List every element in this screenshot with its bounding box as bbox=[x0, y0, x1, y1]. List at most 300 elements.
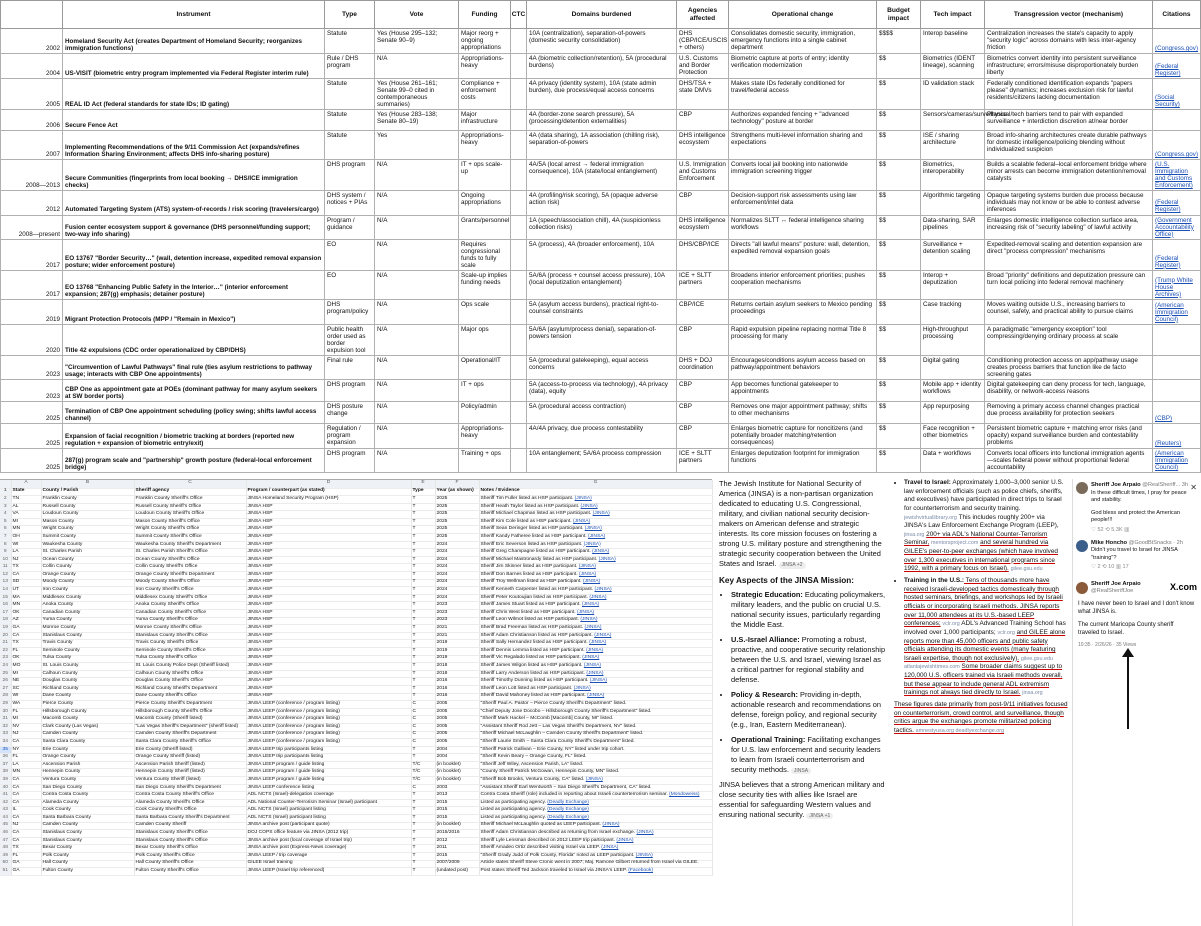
source-chip[interactable]: JINSA bbox=[791, 768, 811, 775]
source-link[interactable]: jinsa.org bbox=[1022, 690, 1043, 697]
spreadsheet-cell[interactable]: T bbox=[411, 830, 435, 838]
spreadsheet-cell[interactable]: (in booklet) bbox=[435, 822, 479, 830]
spreadsheet-cell[interactable]: Middlesex County Sheriff's Office bbox=[134, 594, 246, 602]
spreadsheet-cell[interactable]: Sheriff Don Barnes listed as HSP participant. (JINSA) bbox=[479, 572, 712, 580]
spreadsheet-cell[interactable]: NY bbox=[11, 746, 41, 754]
spreadsheet-cell[interactable]: AL bbox=[11, 503, 41, 511]
spreadsheet-cell[interactable]: 2021 bbox=[435, 632, 479, 640]
spreadsheet-cell[interactable]: 2005 bbox=[435, 701, 479, 709]
citation-link[interactable]: (Federal Register) bbox=[1153, 54, 1201, 79]
spreadsheet-cell[interactable]: Richland County Sheriff's Department bbox=[134, 685, 246, 693]
spreadsheet-cell[interactable]: Sheriff Kandy Fatheree listed as HSP participant. (JINSA) bbox=[479, 534, 712, 542]
citation-link[interactable]: (American Immigration Council) bbox=[1153, 449, 1201, 473]
citation-link[interactable] bbox=[1153, 324, 1201, 355]
spreadsheet-cell[interactable]: 2024 bbox=[435, 579, 479, 587]
spreadsheet-cell[interactable]: T bbox=[411, 503, 435, 511]
spreadsheet-row[interactable] bbox=[0, 556, 712, 564]
spreadsheet-cell[interactable]: C bbox=[411, 723, 435, 731]
evidence-link[interactable]: (Deadly Exchange) bbox=[547, 814, 589, 820]
spreadsheet-cell[interactable]: Summit County Sheriff's Office bbox=[134, 534, 246, 542]
spreadsheet-cell[interactable]: Monroe County bbox=[41, 625, 134, 633]
citation-link[interactable]: (U.S. Immigration and Customs Enforcement) bbox=[1153, 160, 1201, 191]
row-number[interactable]: 2 bbox=[0, 496, 11, 504]
row-number[interactable]: 3 bbox=[0, 503, 11, 511]
spreadsheet-cell[interactable]: Sheriff Michael Mastronardy listed as HSP participant. (JINSA) bbox=[479, 556, 712, 564]
spreadsheet-row[interactable] bbox=[0, 503, 712, 511]
spreadsheet-cell[interactable]: Sheriff Adam Christianson described as returning from Israel exchange. (JINSA) bbox=[479, 830, 712, 838]
spreadsheet-cell[interactable]: ADL NCTS (Israel) participant listing bbox=[246, 807, 411, 815]
row-number[interactable]: 28 bbox=[0, 693, 11, 701]
spreadsheet-cell[interactable]: Sheriff agency bbox=[134, 488, 246, 496]
spreadsheet-cell[interactable]: T bbox=[411, 594, 435, 602]
row-number[interactable]: 40 bbox=[0, 784, 11, 792]
spreadsheet-cell[interactable]: T bbox=[411, 685, 435, 693]
spreadsheet-cell[interactable]: JINSA HSP bbox=[246, 534, 411, 542]
spreadsheet-cell[interactable]: MI bbox=[11, 670, 41, 678]
spreadsheet-cell[interactable]: Sheriff Leon Wilmot listed as HSP participant. (JINSA) bbox=[479, 617, 712, 625]
spreadsheet-cell[interactable]: Hillsborough County bbox=[41, 708, 134, 716]
row-number[interactable]: 13 bbox=[0, 579, 11, 587]
spreadsheet-cell[interactable]: "Sheriff Jeff Wiley, Ascension Parish, LA" listed. bbox=[479, 761, 712, 769]
spreadsheet-cell[interactable]: CA bbox=[11, 830, 41, 838]
spreadsheet-cell[interactable]: Anoka County Sheriff's Office bbox=[134, 602, 246, 610]
spreadsheet-cell[interactable]: C bbox=[411, 784, 435, 792]
spreadsheet-cell[interactable]: Camden County bbox=[41, 731, 134, 739]
row-number[interactable]: 48 bbox=[0, 845, 11, 853]
spreadsheet-cell[interactable]: 2003 bbox=[435, 784, 479, 792]
spreadsheet-cell[interactable]: JINSA HSP bbox=[246, 647, 411, 655]
spreadsheet-cell[interactable]: "County Sheriff Patrick McGowan, Hennepin County, MN" listed. bbox=[479, 769, 712, 777]
row-number[interactable]: 5 bbox=[0, 518, 11, 526]
spreadsheet-cell[interactable]: Camden County bbox=[41, 822, 134, 830]
spreadsheet-cell[interactable]: 2015 bbox=[435, 807, 479, 815]
spreadsheet-row[interactable] bbox=[0, 663, 712, 671]
spreadsheet-cell[interactable]: St. Charles Parish Sheriff's Office bbox=[134, 549, 246, 557]
spreadsheet-cell[interactable]: Hennepin County bbox=[41, 769, 134, 777]
spreadsheet-cell[interactable]: Canadian County Sheriff's Office bbox=[134, 610, 246, 618]
citation-link[interactable]: (Federal Register) bbox=[1153, 239, 1201, 270]
column-letter[interactable]: D bbox=[246, 480, 411, 488]
spreadsheet-row[interactable] bbox=[0, 534, 712, 542]
spreadsheet-cell[interactable]: JINSA HSP bbox=[246, 579, 411, 587]
spreadsheet-cell[interactable]: (in booklet) bbox=[435, 761, 479, 769]
spreadsheet-cell[interactable]: 2021 bbox=[435, 625, 479, 633]
spreadsheet-cell[interactable]: T bbox=[411, 860, 435, 868]
row-number[interactable]: 17 bbox=[0, 610, 11, 618]
spreadsheet-cell[interactable]: JINSA HSP bbox=[246, 572, 411, 580]
spreadsheet-cell[interactable]: Type bbox=[411, 488, 435, 496]
evidence-link[interactable]: (JINSA) bbox=[635, 852, 653, 858]
evidence-link[interactable]: (JINSA) bbox=[583, 663, 602, 668]
spreadsheet-cell[interactable]: C bbox=[411, 708, 435, 716]
spreadsheet-cell[interactable]: T bbox=[411, 526, 435, 534]
spreadsheet-cell[interactable]: 2025 bbox=[435, 534, 479, 542]
spreadsheet-cell[interactable]: Stanislaus County bbox=[41, 830, 134, 838]
spreadsheet-cell[interactable]: "Chief Deputy Jose Docobo – Hillsborough County Sheriff's Department" listed. bbox=[479, 708, 712, 716]
spreadsheet-row[interactable] bbox=[0, 693, 712, 701]
spreadsheet-cell[interactable]: Ventura County bbox=[41, 777, 134, 785]
spreadsheet-cell[interactable]: JINSA HSP bbox=[246, 610, 411, 618]
column-letter[interactable]: G bbox=[479, 480, 712, 488]
spreadsheet-cell[interactable]: TX bbox=[11, 640, 41, 648]
spreadsheet-cell[interactable]: JINSA LEEP / trip coverage bbox=[246, 853, 411, 861]
spreadsheet-cell[interactable]: JINSA LEEP program / guide listing bbox=[246, 761, 411, 769]
spreadsheet-cell[interactable]: Notes / Evidence bbox=[479, 488, 712, 496]
spreadsheet-cell[interactable]: CA bbox=[11, 632, 41, 640]
citation-link[interactable] bbox=[1153, 356, 1201, 380]
evidence-link[interactable]: (JINSA) bbox=[583, 541, 601, 547]
spreadsheet-cell[interactable]: T bbox=[411, 655, 435, 663]
spreadsheet-row[interactable] bbox=[0, 602, 712, 610]
spreadsheet-cell[interactable]: CA bbox=[11, 815, 41, 823]
spreadsheet-cell[interactable]: Erie County bbox=[41, 746, 134, 754]
spreadsheet-cell[interactable]: Article states Sheriff Steve Cronic went in 2007; Maj. Ramone Gilbert returned from Israel via GILEE. bbox=[479, 860, 712, 868]
spreadsheet-cell[interactable]: "Sheriff Michael McLaughlin – Camden County Sheriff's Department" listed. bbox=[479, 731, 712, 739]
spreadsheet-cell[interactable]: 2012 bbox=[435, 837, 479, 845]
spreadsheet-cell[interactable]: Ascension Parish Sheriff (listed) bbox=[134, 761, 246, 769]
spreadsheet-row[interactable] bbox=[0, 739, 712, 747]
spreadsheet-cell[interactable]: T bbox=[411, 602, 435, 610]
spreadsheet-cell[interactable]: JINSA Homeland Security Program (HSP) bbox=[246, 496, 411, 504]
spreadsheet-cell[interactable]: County / Parish bbox=[41, 488, 134, 496]
spreadsheet-cell[interactable]: 2011 bbox=[435, 845, 479, 853]
spreadsheet-cell[interactable]: Pierce County bbox=[41, 701, 134, 709]
spreadsheet-cell[interactable]: FL bbox=[11, 647, 41, 655]
citation-link[interactable]: (Congress.gov) bbox=[1153, 29, 1201, 54]
row-number[interactable]: 44 bbox=[0, 815, 11, 823]
source-link[interactable]: vclr.org bbox=[997, 629, 1015, 636]
spreadsheet-cell[interactable]: Sheriff Dennis Lemma listed as HSP participant. (JINSA) bbox=[479, 647, 712, 655]
spreadsheet-cell[interactable]: 2025 bbox=[435, 496, 479, 504]
spreadsheet-cell[interactable]: Sheriff David Mahoney listed as HSP participant. (JINSA) bbox=[479, 693, 712, 701]
spreadsheet-cell[interactable]: JINSA archive post (local coverage of Israel trip) bbox=[246, 837, 411, 845]
row-number[interactable]: 16 bbox=[0, 602, 11, 610]
spreadsheet-cell[interactable]: NJ bbox=[11, 731, 41, 739]
spreadsheet-cell[interactable]: T bbox=[411, 564, 435, 572]
spreadsheet-cell[interactable]: Sheriff Timothy Dunning listed as HSP participant. (JINSA) bbox=[479, 678, 712, 686]
evidence-link[interactable]: (JINSA) bbox=[598, 556, 616, 562]
spreadsheet-cell[interactable]: 2015 bbox=[435, 815, 479, 823]
spreadsheet-cell[interactable]: (in booklet) bbox=[435, 769, 479, 777]
source-link[interactable]: jinsa.org bbox=[904, 531, 925, 538]
spreadsheet-cell[interactable]: Sheriff Troy Wellman listed as HSP participant. (JINSA) bbox=[479, 579, 712, 587]
spreadsheet-cell[interactable]: NJ bbox=[11, 556, 41, 564]
spreadsheet-row[interactable] bbox=[0, 640, 712, 648]
spreadsheet-cell[interactable]: Russell County Sheriff's Office bbox=[134, 503, 246, 511]
spreadsheet-cell[interactable]: Stanislaus County Sheriff's Office bbox=[134, 837, 246, 845]
spreadsheet-cell[interactable]: CA bbox=[11, 837, 41, 845]
spreadsheet-cell[interactable]: IL bbox=[11, 807, 41, 815]
citation-link[interactable]: (Congress.gov) bbox=[1153, 131, 1201, 160]
spreadsheet-cell[interactable]: "Sheriff Patrick Gallivan – Erie County, NY" listed under trip cohort. bbox=[479, 746, 712, 754]
spreadsheet-cell[interactable]: 2025 bbox=[435, 526, 479, 534]
spreadsheet-row[interactable] bbox=[0, 549, 712, 557]
spreadsheet-cell[interactable]: St. Charles Parish bbox=[41, 549, 134, 557]
spreadsheet-cell[interactable]: "Sheriff Laurie Smith – Santa Clara County Sheriff's Department" listed. bbox=[479, 739, 712, 747]
spreadsheet-cell[interactable]: TX bbox=[11, 564, 41, 572]
spreadsheet-cell[interactable]: T bbox=[411, 518, 435, 526]
row-number[interactable]: 37 bbox=[0, 761, 11, 769]
spreadsheet-cell[interactable]: JINSA HSP bbox=[246, 655, 411, 663]
row-number[interactable]: 8 bbox=[0, 541, 11, 549]
spreadsheet-cell[interactable]: 2005 bbox=[435, 723, 479, 731]
source-link[interactable]: vclr.org bbox=[942, 621, 960, 628]
spreadsheet-cell[interactable]: JINSA LEEP trip participants listing bbox=[246, 746, 411, 754]
spreadsheet-cell[interactable]: 2016 bbox=[435, 685, 479, 693]
spreadsheet-cell[interactable]: 2019 bbox=[435, 640, 479, 648]
evidence-link[interactable]: (JINSA) bbox=[592, 549, 610, 555]
spreadsheet-cell[interactable]: Sheriff Kim Cole listed as HSP participant. (JINSA) bbox=[479, 518, 712, 526]
spreadsheet-cell[interactable]: OK bbox=[11, 655, 41, 663]
spreadsheet-cell[interactable]: (in booklet) bbox=[435, 777, 479, 785]
evidence-link[interactable]: (JINSA) bbox=[582, 579, 601, 585]
spreadsheet-cell[interactable]: 2015/2016 bbox=[435, 830, 479, 838]
spreadsheet-cell[interactable]: 2015 bbox=[435, 799, 479, 807]
spreadsheet-cell[interactable]: JINSA HSP bbox=[246, 511, 411, 519]
spreadsheet-cell[interactable]: Stanislaus County Sheriff's Office bbox=[134, 632, 246, 640]
spreadsheet-cell[interactable]: VA bbox=[11, 511, 41, 519]
spreadsheet-cell[interactable]: Contra Costa County bbox=[41, 792, 134, 800]
spreadsheet-cell[interactable]: TN bbox=[11, 496, 41, 504]
spreadsheet-cell[interactable]: NJ bbox=[11, 822, 41, 830]
spreadsheet-cell[interactable]: Franklin County Sheriff's Office bbox=[134, 496, 246, 504]
spreadsheet-cell[interactable]: 2024 bbox=[435, 556, 479, 564]
spreadsheet-cell[interactable]: T/C bbox=[411, 769, 435, 777]
spreadsheet-cell[interactable]: GA bbox=[11, 860, 41, 868]
spreadsheet-cell[interactable]: CA bbox=[11, 784, 41, 792]
spreadsheet-cell[interactable]: Sheriff Jim Skinner listed as HSP participant. (JINSA) bbox=[479, 564, 712, 572]
spreadsheet-cell[interactable]: SC bbox=[11, 685, 41, 693]
spreadsheet-cell[interactable]: Sheriff Kenneth Carpenter listed as HSP participant. (JINSA) bbox=[479, 587, 712, 595]
spreadsheet-cell[interactable]: Program / counterpart (as stated) bbox=[246, 488, 411, 496]
column-letter[interactable]: B bbox=[41, 480, 134, 488]
spreadsheet-cell[interactable]: 2019 bbox=[435, 647, 479, 655]
evidence-link[interactable]: (JINSA) bbox=[586, 647, 604, 653]
spreadsheet-cell[interactable]: JINSA LEEP (conference / program listing) bbox=[246, 708, 411, 716]
spreadsheet-row[interactable] bbox=[0, 587, 712, 595]
spreadsheet-row[interactable] bbox=[0, 769, 712, 777]
citation-link[interactable]: (Reuters) bbox=[1153, 424, 1201, 449]
spreadsheet-cell[interactable]: T bbox=[411, 534, 435, 542]
spreadsheet-cell[interactable]: WI bbox=[11, 541, 41, 549]
spreadsheet-row[interactable] bbox=[0, 632, 712, 640]
spreadsheet-cell[interactable]: Orange County Sheriff (listed) bbox=[134, 754, 246, 762]
evidence-link[interactable]: (JINSA) bbox=[577, 609, 595, 615]
spreadsheet-header-row[interactable] bbox=[0, 488, 712, 496]
spreadsheet-cell[interactable]: JINSA HSP bbox=[246, 640, 411, 648]
row-number[interactable]: 18 bbox=[0, 617, 11, 625]
citation-link[interactable]: (Social Security) bbox=[1153, 79, 1201, 110]
spreadsheet-cell[interactable]: 2024 bbox=[435, 594, 479, 602]
spreadsheet-cell[interactable]: "Sheriff Bob Brooks, Ventura County, CA" listed. (JINSA) bbox=[479, 777, 712, 785]
spreadsheet-cell[interactable]: JINSA LEEP (conference / program listing) bbox=[246, 723, 411, 731]
spreadsheet-cell[interactable]: Sheriff Sean Deringer listed as HSP participant. (JINSA) bbox=[479, 526, 712, 534]
row-number[interactable]: 4 bbox=[0, 511, 11, 519]
spreadsheet-row[interactable] bbox=[0, 868, 712, 876]
spreadsheet-cell[interactable]: Santa Clara County bbox=[41, 739, 134, 747]
spreadsheet-cell[interactable]: JINSA HSP bbox=[246, 602, 411, 610]
source-link[interactable]: gilee.gsu.edu atlantajewishtimes.com bbox=[904, 655, 1053, 671]
spreadsheet-row[interactable] bbox=[0, 670, 712, 678]
spreadsheet-cell[interactable]: 2025 bbox=[435, 511, 479, 519]
spreadsheet-cell[interactable]: JINSA HSP bbox=[246, 564, 411, 572]
spreadsheet-cell[interactable]: T/C bbox=[411, 777, 435, 785]
spreadsheet-cell[interactable]: Travis County bbox=[41, 640, 134, 648]
spreadsheet-cell[interactable]: Sheriff Peter Koutoujian listed as HSP participant. (JINSA) bbox=[479, 594, 712, 602]
spreadsheet-cell[interactable]: Pierce County Sheriff's Department bbox=[134, 701, 246, 709]
spreadsheet-cell[interactable]: JINSA HSP bbox=[246, 556, 411, 564]
spreadsheet-cell[interactable]: Tulsa County bbox=[41, 655, 134, 663]
citation-link[interactable] bbox=[1153, 110, 1201, 131]
spreadsheet-cell[interactable]: JINSA LEEP (conference / program listing) bbox=[246, 739, 411, 747]
spreadsheet-cell[interactable]: Collin County Sheriff's Office bbox=[134, 564, 246, 572]
spreadsheet-cell[interactable]: 2024 bbox=[435, 572, 479, 580]
spreadsheet-cell[interactable]: (undated post) bbox=[435, 868, 479, 876]
row-number[interactable]: 41 bbox=[0, 792, 11, 800]
spreadsheet-row[interactable] bbox=[0, 807, 712, 815]
spreadsheet-cell[interactable]: Listed as participating agency. (Deadly Exchange) bbox=[479, 815, 712, 823]
spreadsheet-cell[interactable]: Richland County bbox=[41, 685, 134, 693]
spreadsheet-cell[interactable]: T bbox=[411, 815, 435, 823]
spreadsheet-cell[interactable]: OH bbox=[11, 534, 41, 542]
spreadsheet-row[interactable] bbox=[0, 610, 712, 618]
spreadsheet-cell[interactable]: T bbox=[411, 746, 435, 754]
spreadsheet-cell[interactable]: JINSA HSP bbox=[246, 663, 411, 671]
spreadsheet-cell[interactable]: 2005 bbox=[435, 716, 479, 724]
spreadsheet-cell[interactable]: 2024 bbox=[435, 549, 479, 557]
spreadsheet-cell[interactable]: St. Louis County bbox=[41, 663, 134, 671]
spreadsheet-cell[interactable]: NE bbox=[11, 678, 41, 686]
spreadsheet-cell[interactable]: JINSA HSP bbox=[246, 594, 411, 602]
evidence-link[interactable]: (JINSA) bbox=[586, 670, 604, 676]
citation-link[interactable] bbox=[1153, 380, 1201, 402]
spreadsheet-cell[interactable]: T bbox=[411, 754, 435, 762]
corner-cell[interactable] bbox=[0, 480, 11, 488]
spreadsheet-row[interactable] bbox=[0, 564, 712, 572]
spreadsheet-cell[interactable]: Listed as participating agency. (Deadly Exchange) bbox=[479, 799, 712, 807]
spreadsheet-row[interactable] bbox=[0, 830, 712, 838]
spreadsheet-cell[interactable]: T bbox=[411, 663, 435, 671]
spreadsheet-cell[interactable]: NV bbox=[11, 723, 41, 731]
spreadsheet-cell[interactable]: Camden County Sheriff bbox=[134, 822, 246, 830]
row-number[interactable]: 30 bbox=[0, 708, 11, 716]
row-number[interactable]: 29 bbox=[0, 701, 11, 709]
spreadsheet-cell[interactable]: Cook County bbox=[41, 807, 134, 815]
spreadsheet-cell[interactable]: Waukesha County Sheriff's Department bbox=[134, 541, 246, 549]
spreadsheet-cell[interactable]: Douglas County Sheriff's Office bbox=[134, 678, 246, 686]
spreadsheet-cell[interactable]: T bbox=[411, 678, 435, 686]
evidence-link[interactable]: (JINSA) bbox=[582, 655, 600, 661]
citation-link[interactable]: (Federal Register) bbox=[1153, 191, 1201, 215]
spreadsheet-cell[interactable]: T bbox=[411, 556, 435, 564]
spreadsheet-cell[interactable]: T bbox=[411, 837, 435, 845]
column-letter[interactable]: C bbox=[134, 480, 246, 488]
row-number[interactable]: 27 bbox=[0, 685, 11, 693]
row-number[interactable]: 45 bbox=[0, 822, 11, 830]
spreadsheet-cell[interactable]: Stanislaus County bbox=[41, 837, 134, 845]
spreadsheet-cell[interactable]: 2004 bbox=[435, 754, 479, 762]
spreadsheet-cell[interactable]: Santa Barbara County bbox=[41, 815, 134, 823]
spreadsheet-row[interactable] bbox=[0, 496, 712, 504]
spreadsheet-cell[interactable]: JINSA HSP bbox=[246, 617, 411, 625]
spreadsheet-cell[interactable]: JINSA HSP bbox=[246, 670, 411, 678]
spreadsheet-cell[interactable]: JINSA HSP bbox=[246, 625, 411, 633]
tweet-actions[interactable]: ♡ 52 ⟲ 5.3K ▥ bbox=[1091, 526, 1130, 533]
spreadsheet-cell[interactable]: JINSA HSP bbox=[246, 503, 411, 511]
spreadsheet-cell[interactable]: 2004 bbox=[435, 746, 479, 754]
spreadsheet-cell[interactable]: FL bbox=[11, 754, 41, 762]
row-number[interactable]: 46 bbox=[0, 830, 11, 838]
spreadsheet-cell[interactable]: WA bbox=[11, 701, 41, 709]
spreadsheet-cell[interactable]: T bbox=[411, 496, 435, 504]
spreadsheet-cell[interactable]: JINSA HSP bbox=[246, 549, 411, 557]
row-number[interactable]: 32 bbox=[0, 723, 11, 731]
evidence-link[interactable]: (JINSA) bbox=[587, 693, 605, 699]
spreadsheet-cell[interactable]: TX bbox=[11, 845, 41, 853]
spreadsheet-cell[interactable]: "Sheriff Mark Hackel – McComb [Macomb] County, MI" listed. bbox=[479, 716, 712, 724]
citation-link[interactable]: (American Immigration Council) bbox=[1153, 299, 1201, 324]
spreadsheet-cell[interactable]: Sheriff Michael McLaughlin quoted as LEEP participant. (JINSA) bbox=[479, 822, 712, 830]
spreadsheet-cell[interactable]: Post states Sheriff Ted Jackson traveled to Israel via JINSA's LEEP. (Facebook) bbox=[479, 868, 712, 876]
spreadsheet-cell[interactable]: JINSA LEEP program / guide listing bbox=[246, 769, 411, 777]
source-link[interactable]: gilee.gsu.edu bbox=[1010, 566, 1043, 573]
evidence-link[interactable]: (Mondoweiss) bbox=[669, 792, 700, 798]
spreadsheet-cell[interactable]: Dane County bbox=[41, 693, 134, 701]
spreadsheet-cell[interactable]: Ocean County bbox=[41, 556, 134, 564]
spreadsheet-cell[interactable]: Summit County bbox=[41, 534, 134, 542]
evidence-link[interactable]: (JINSA) bbox=[574, 495, 592, 501]
spreadsheet-cell[interactable]: MI bbox=[11, 716, 41, 724]
spreadsheet-cell[interactable]: Yuma County bbox=[41, 617, 134, 625]
spreadsheet-cell[interactable]: Listed as participating agency. (Deadly Exchange) bbox=[479, 807, 712, 815]
spreadsheet-cell[interactable]: Sheriff Leon Lott listed as HSP participant. (JINSA) bbox=[479, 685, 712, 693]
row-number[interactable]: 50 bbox=[0, 860, 11, 868]
spreadsheet-cell[interactable]: JINSA HSP bbox=[246, 693, 411, 701]
spreadsheet-cell[interactable]: Contra Costa Sheriff (role) included in reporting about Israeli counterterrorism seminar. (Mondoweiss) bbox=[479, 792, 712, 800]
spreadsheet-cell[interactable]: Contra Costa County Sheriff's Office bbox=[134, 792, 246, 800]
row-number[interactable]: 31 bbox=[0, 716, 11, 724]
spreadsheet-cell[interactable]: Macomb County bbox=[41, 716, 134, 724]
row-number[interactable]: 33 bbox=[0, 731, 11, 739]
spreadsheet-row[interactable] bbox=[0, 746, 712, 754]
row-number[interactable]: 9 bbox=[0, 549, 11, 557]
spreadsheet-cell[interactable]: 2025 bbox=[435, 518, 479, 526]
spreadsheet-cell[interactable]: Orange County bbox=[41, 754, 134, 762]
spreadsheet-cell[interactable]: JINSA HSP bbox=[246, 518, 411, 526]
spreadsheet-cell[interactable]: CA bbox=[11, 799, 41, 807]
spreadsheet-cell[interactable]: WI bbox=[11, 693, 41, 701]
spreadsheet-row[interactable] bbox=[0, 579, 712, 587]
spreadsheet-cell[interactable]: Ascension Parish bbox=[41, 761, 134, 769]
row-number[interactable]: 47 bbox=[0, 837, 11, 845]
spreadsheet-cell[interactable]: T bbox=[411, 647, 435, 655]
spreadsheet-cell[interactable]: T bbox=[411, 579, 435, 587]
spreadsheet-cell[interactable]: Wright County bbox=[41, 526, 134, 534]
evidence-link[interactable]: (JINSA) bbox=[587, 533, 606, 539]
spreadsheet-cell[interactable]: JINSA LEEP (conference / program listing) bbox=[246, 731, 411, 739]
spreadsheet-row[interactable] bbox=[0, 845, 712, 853]
spreadsheet-cell[interactable]: T bbox=[411, 845, 435, 853]
spreadsheet-cell[interactable]: JINSA LEEP program / guide listing bbox=[246, 777, 411, 785]
spreadsheet-cell[interactable]: T bbox=[411, 868, 435, 876]
spreadsheet-row[interactable] bbox=[0, 526, 712, 534]
spreadsheet-cell[interactable]: T bbox=[411, 693, 435, 701]
spreadsheet-cell[interactable]: Erie County (Sheriff listed) bbox=[134, 746, 246, 754]
row-number[interactable]: 51 bbox=[0, 868, 11, 876]
spreadsheet-cell[interactable]: 2013 bbox=[435, 792, 479, 800]
spreadsheet-cell[interactable]: CA bbox=[11, 792, 41, 800]
spreadsheet-row[interactable] bbox=[0, 822, 712, 830]
